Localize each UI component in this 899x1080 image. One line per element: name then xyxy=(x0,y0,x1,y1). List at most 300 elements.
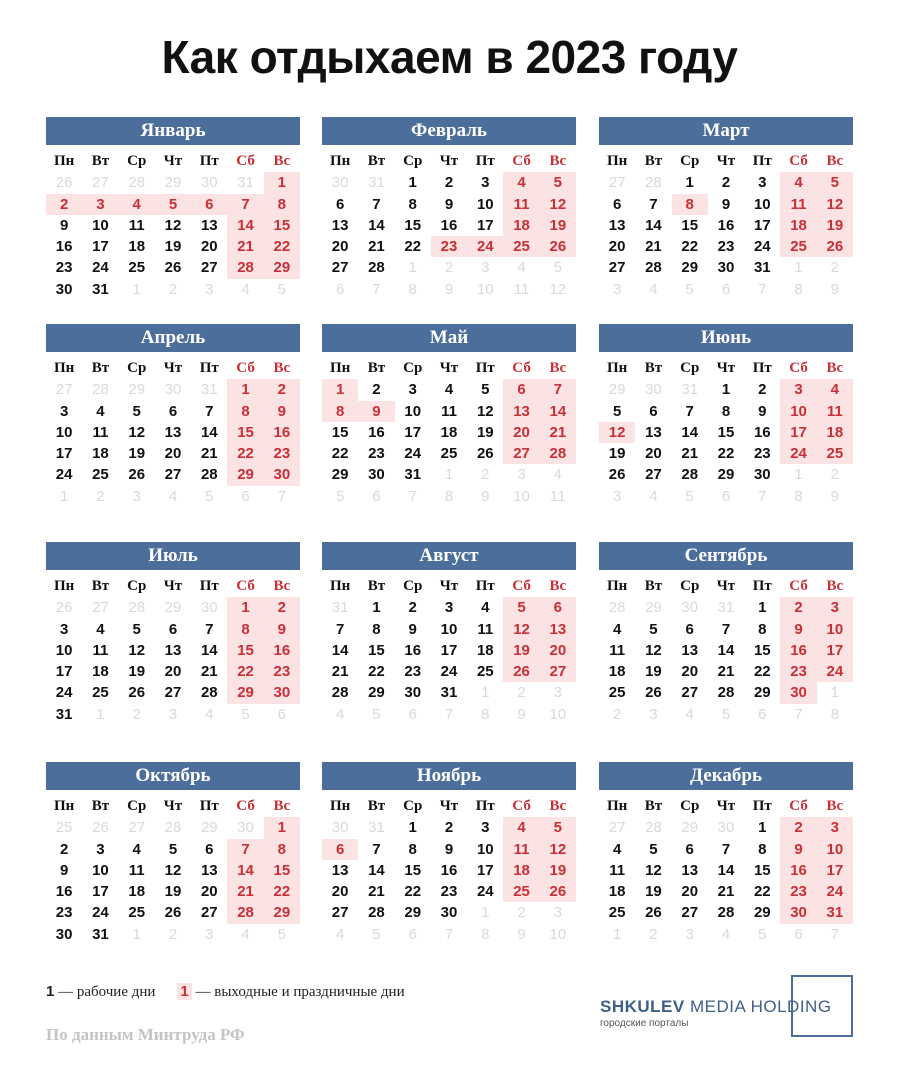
day-cell-workday: 7 xyxy=(372,840,381,858)
weekday-label: Ср xyxy=(403,360,423,376)
weekday-label: Пт xyxy=(752,153,772,169)
day-cell-other-month: 3 xyxy=(168,705,178,723)
day-cell-workday: 29 xyxy=(368,684,385,702)
month-header: Август xyxy=(322,542,576,570)
weekday-label: Вт xyxy=(367,798,386,814)
day-cell-other-month: 8 xyxy=(481,925,490,943)
day-cell-holiday: 26 xyxy=(540,236,576,257)
month-calendar xyxy=(322,117,576,300)
day-cell-workday: 15 xyxy=(404,861,422,879)
day-cell-workday: 10 xyxy=(55,423,73,441)
day-cell-holiday: 26 xyxy=(540,881,576,902)
day-cell-workday: 1 xyxy=(758,599,767,617)
day-cell-workday: 7 xyxy=(335,620,345,638)
weekday-label: Вс xyxy=(549,578,567,594)
day-cell-holiday: 6 xyxy=(322,839,358,860)
month-calendar xyxy=(599,542,853,725)
day-cell-workday: 18 xyxy=(128,883,146,901)
day-cell-workday: 28 xyxy=(331,684,349,702)
day-cell-other-month: 5 xyxy=(205,487,214,505)
weekday-label: Вс xyxy=(549,360,567,376)
day-cell-other-month: 1 xyxy=(612,925,622,943)
day-cell-other-month: 31 xyxy=(200,381,218,399)
brand-name xyxy=(600,997,832,1017)
day-cell-other-month: 5 xyxy=(277,925,287,943)
weekday-label: Чт xyxy=(163,798,183,814)
day-cell-workday: 2 xyxy=(408,599,417,617)
day-cell-other-month: 10 xyxy=(513,487,530,505)
day-cell-holiday: 8 xyxy=(264,194,300,215)
day-cell-workday: 3 xyxy=(408,381,417,399)
day-cell-holiday: 26 xyxy=(817,236,853,257)
day-cell-other-month: 8 xyxy=(481,705,490,723)
day-cell-other-month: 7 xyxy=(758,487,767,505)
month-days-grid xyxy=(46,151,300,300)
day-cell-other-month: 2 xyxy=(517,684,526,702)
day-cell-other-month: 4 xyxy=(241,280,250,298)
day-cell-workday: 15 xyxy=(753,641,771,659)
day-cell-holiday: 5 xyxy=(540,817,576,838)
weekday-label: Вс xyxy=(549,798,567,814)
day-cell-workday: 31 xyxy=(440,684,458,702)
day-cell-workday: 17 xyxy=(404,423,422,441)
weekday-label: Пт xyxy=(475,153,495,169)
day-cell-other-month: 29 xyxy=(200,819,218,837)
day-cell-workday: 5 xyxy=(481,381,490,399)
day-cell-holiday: 28 xyxy=(227,902,263,923)
month-calendar xyxy=(599,762,853,945)
brand-name-rest: MEDIA HOLDING xyxy=(684,997,832,1016)
month-days-grid xyxy=(322,151,576,300)
day-cell-workday: 11 xyxy=(128,861,145,879)
day-cell-other-month: 5 xyxy=(335,487,345,505)
day-cell-holiday: 18 xyxy=(817,422,853,443)
weekday-label: Чт xyxy=(716,798,736,814)
weekday-label: Сб xyxy=(236,578,255,594)
day-cell-workday: 23 xyxy=(55,259,73,277)
day-cell-other-month: 8 xyxy=(830,705,840,723)
month-days-grid xyxy=(599,151,853,300)
weekday-label: Сб xyxy=(512,153,531,169)
day-cell-other-month: 4 xyxy=(721,925,731,943)
day-cell-workday: 25 xyxy=(92,684,109,702)
weekday-label: Ср xyxy=(403,578,423,594)
day-cell-holiday: 5 xyxy=(503,597,539,618)
day-cell-other-month: 30 xyxy=(200,174,218,192)
weekday-label: Сб xyxy=(789,153,808,169)
day-cell-workday: 20 xyxy=(645,445,662,463)
month-days-grid xyxy=(322,796,576,945)
day-cell-workday: 21 xyxy=(200,663,218,681)
day-cell-workday: 1 xyxy=(721,381,731,399)
day-cell-workday: 21 xyxy=(368,883,385,901)
day-cell-workday: 11 xyxy=(609,861,626,879)
day-cell-workday: 7 xyxy=(205,402,214,420)
legend-work xyxy=(46,983,155,1001)
legend-work-sample: 1 xyxy=(46,983,55,1000)
day-cell-workday: 28 xyxy=(717,684,735,702)
day-cell-workday: 27 xyxy=(645,466,662,484)
day-cell-workday: 19 xyxy=(164,238,182,256)
day-cell-other-month: 9 xyxy=(830,280,840,298)
weekday-label: Ср xyxy=(127,153,147,169)
day-cell-workday: 15 xyxy=(717,423,735,441)
month-days-grid xyxy=(599,358,853,507)
day-cell-workday: 3 xyxy=(758,174,767,192)
day-cell-workday: 26 xyxy=(608,466,626,484)
day-cell-workday: 17 xyxy=(92,883,109,901)
weekday-label: Ср xyxy=(403,153,423,169)
day-cell-holiday: 2 xyxy=(264,597,300,618)
day-cell-workday: 2 xyxy=(444,819,454,837)
month-header: Ноябрь xyxy=(322,762,576,790)
day-cell-workday: 10 xyxy=(92,216,109,234)
day-cell-workday: 14 xyxy=(681,423,699,441)
weekday-label: Вс xyxy=(273,798,291,814)
weekday-label: Ср xyxy=(127,578,147,594)
weekday-label: Чт xyxy=(163,360,183,376)
day-cell-holiday: 13 xyxy=(540,619,576,640)
day-cell-other-month: 10 xyxy=(476,280,494,298)
day-cell-workday: 9 xyxy=(444,840,454,858)
day-cell-holiday: 20 xyxy=(540,640,576,661)
day-cell-other-month: 4 xyxy=(335,925,345,943)
day-cell-workday: 31 xyxy=(404,466,422,484)
day-cell-workday: 6 xyxy=(685,840,694,858)
day-cell-holiday: 18 xyxy=(503,860,539,881)
day-cell-workday: 19 xyxy=(128,663,146,681)
day-cell-other-month: 7 xyxy=(372,280,381,298)
weekday-label: Пт xyxy=(752,578,772,594)
day-cell-other-month: 30 xyxy=(237,819,254,837)
day-cell-other-month: 30 xyxy=(645,381,662,399)
legend-holiday-label: — выходные и праздничные дни xyxy=(195,984,405,1000)
day-cell-other-month: 29 xyxy=(608,381,626,399)
day-cell-workday: 15 xyxy=(368,641,385,659)
day-cell-holiday: 3 xyxy=(817,817,853,838)
day-cell-workday: 27 xyxy=(164,466,182,484)
weekday-label: Сб xyxy=(789,798,808,814)
day-cell-workday: 20 xyxy=(608,238,626,256)
day-cell-holiday: 22 xyxy=(227,443,263,464)
day-cell-holiday: 24 xyxy=(817,881,853,902)
day-cell-workday: 27 xyxy=(681,904,699,922)
day-cell-workday: 22 xyxy=(368,663,385,681)
weekday-label: Вт xyxy=(644,798,663,814)
day-cell-workday: 9 xyxy=(721,195,731,213)
day-cell-other-month: 4 xyxy=(241,925,250,943)
day-cell-workday: 19 xyxy=(164,883,182,901)
day-cell-workday: 25 xyxy=(608,684,626,702)
day-cell-holiday: 4 xyxy=(503,817,539,838)
day-cell-other-month: 31 xyxy=(237,174,254,192)
day-cell-workday: 13 xyxy=(164,423,182,441)
month-header: Май xyxy=(322,324,576,352)
weekday-label: Сб xyxy=(236,798,255,814)
day-cell-holiday: 5 xyxy=(155,194,191,215)
day-cell-other-month: 8 xyxy=(444,487,454,505)
day-cell-workday: 25 xyxy=(440,445,458,463)
day-cell-other-month: 1 xyxy=(444,466,454,484)
day-cell-other-month: 27 xyxy=(608,174,626,192)
day-cell-holiday: 14 xyxy=(227,215,263,236)
day-cell-workday: 3 xyxy=(481,174,490,192)
day-cell-workday: 13 xyxy=(331,861,349,879)
month-header: Март xyxy=(599,117,853,145)
day-cell-workday: 14 xyxy=(331,641,349,659)
day-cell-workday: 10 xyxy=(55,641,73,659)
day-cell-workday: 19 xyxy=(476,423,494,441)
day-cell-workday: 24 xyxy=(753,238,771,256)
day-cell-other-month: 5 xyxy=(372,925,381,943)
day-cell-workday: 21 xyxy=(681,445,699,463)
day-cell-workday: 18 xyxy=(608,663,626,681)
brand-subtitle: городские порталы xyxy=(600,1018,689,1029)
month-calendar xyxy=(599,117,853,300)
weekday-label: Вт xyxy=(367,153,386,169)
day-cell-holiday: 1 xyxy=(227,379,263,400)
day-cell-other-month: 2 xyxy=(168,925,178,943)
day-cell-other-month: 2 xyxy=(649,925,658,943)
day-cell-other-month: 3 xyxy=(553,684,563,702)
day-cell-other-month: 9 xyxy=(517,925,526,943)
month-days-grid xyxy=(599,796,853,945)
day-cell-workday: 24 xyxy=(55,466,73,484)
day-cell-workday: 4 xyxy=(96,402,105,420)
day-cell-workday: 1 xyxy=(408,819,417,837)
day-cell-workday: 29 xyxy=(753,684,771,702)
day-cell-workday: 11 xyxy=(477,620,494,638)
day-cell-workday: 12 xyxy=(476,402,494,420)
day-cell-holiday: 22 xyxy=(264,236,300,257)
day-cell-workday: 30 xyxy=(55,925,73,943)
day-cell-workday: 30 xyxy=(55,280,73,298)
weekday-label: Вс xyxy=(826,578,844,594)
day-cell-holiday: 2 xyxy=(46,194,82,215)
day-cell-other-month: 26 xyxy=(55,599,73,617)
day-cell-workday: 14 xyxy=(368,216,385,234)
day-cell-workday: 15 xyxy=(753,861,771,879)
day-cell-workday: 6 xyxy=(649,402,658,420)
weekday-label: Ср xyxy=(403,798,423,814)
day-cell-other-month: 1 xyxy=(59,487,69,505)
day-cell-workday: 28 xyxy=(681,466,699,484)
day-cell-workday: 18 xyxy=(92,663,109,681)
day-cell-workday: 7 xyxy=(205,620,214,638)
day-cell-holiday: 16 xyxy=(780,640,816,661)
day-cell-holiday: 21 xyxy=(227,881,263,902)
day-cell-other-month: 7 xyxy=(408,487,417,505)
day-cell-other-month: 27 xyxy=(608,819,626,837)
weekday-label: Чт xyxy=(716,153,736,169)
day-cell-holiday: 18 xyxy=(780,215,816,236)
day-cell-holiday: 26 xyxy=(503,661,539,682)
day-cell-workday: 22 xyxy=(331,445,349,463)
day-cell-workday: 27 xyxy=(200,259,218,277)
day-cell-workday: 25 xyxy=(608,904,626,922)
weekday-label: Вт xyxy=(91,153,110,169)
day-cell-holiday: 9 xyxy=(264,619,300,640)
day-cell-holiday: 7 xyxy=(227,839,263,860)
month-calendar xyxy=(322,542,576,725)
day-cell-workday: 16 xyxy=(368,423,385,441)
day-cell-workday: 2 xyxy=(721,174,731,192)
day-cell-other-month: 6 xyxy=(721,487,731,505)
day-cell-holiday: 29 xyxy=(227,682,263,703)
day-cell-workday: 29 xyxy=(717,466,735,484)
day-cell-holiday: 24 xyxy=(780,443,816,464)
day-cell-holiday: 10 xyxy=(780,401,816,422)
day-cell-other-month: 10 xyxy=(549,925,567,943)
day-cell-workday: 14 xyxy=(717,641,735,659)
day-cell-workday: 27 xyxy=(331,904,349,922)
weekday-label: Пт xyxy=(475,578,495,594)
day-cell-other-month: 5 xyxy=(758,925,767,943)
day-cell-other-month: 1 xyxy=(132,925,141,943)
day-cell-other-month: 29 xyxy=(164,174,182,192)
day-cell-workday: 20 xyxy=(331,238,349,256)
day-cell-workday: 5 xyxy=(649,840,658,858)
day-cell-workday: 19 xyxy=(645,883,662,901)
day-cell-holiday: 16 xyxy=(780,860,816,881)
weekday-label: Чт xyxy=(439,578,459,594)
day-cell-workday: 19 xyxy=(645,663,662,681)
day-cell-holiday: 3 xyxy=(817,597,853,618)
day-cell-other-month: 2 xyxy=(830,466,840,484)
day-cell-workday: 12 xyxy=(164,216,182,234)
day-cell-workday: 16 xyxy=(753,423,771,441)
day-cell-holiday: 17 xyxy=(817,640,853,661)
day-cell-workday: 5 xyxy=(132,620,141,638)
day-cell-holiday: 29 xyxy=(264,902,300,923)
day-cell-workday: 11 xyxy=(609,641,626,659)
day-cell-workday: 27 xyxy=(164,684,182,702)
day-cell-holiday: 25 xyxy=(503,236,539,257)
day-cell-workday: 18 xyxy=(128,238,146,256)
day-cell-other-month: 3 xyxy=(517,466,526,484)
day-cell-other-month: 9 xyxy=(444,280,454,298)
day-cell-other-month: 3 xyxy=(205,280,214,298)
day-cell-holiday: 19 xyxy=(540,215,576,236)
day-cell-workday: 9 xyxy=(408,620,417,638)
day-cell-holiday: 8 xyxy=(227,619,263,640)
day-cell-other-month: 26 xyxy=(55,174,73,192)
weekday-label: Ср xyxy=(127,798,147,814)
weekday-label: Вт xyxy=(367,360,386,376)
day-cell-holiday: 29 xyxy=(227,464,263,485)
day-cell-workday: 18 xyxy=(476,641,494,659)
weekday-label: Вт xyxy=(91,578,110,594)
month-days-grid xyxy=(46,358,300,507)
day-cell-other-month: 11 xyxy=(550,487,566,505)
day-cell-workday: 9 xyxy=(59,216,69,234)
weekday-label: Пт xyxy=(199,360,219,376)
weekday-label: Пн xyxy=(606,153,628,169)
day-cell-workday: 7 xyxy=(649,195,658,213)
day-cell-workday: 21 xyxy=(717,883,735,901)
day-cell-holiday: 30 xyxy=(264,682,300,703)
day-cell-holiday: 11 xyxy=(780,194,816,215)
month-header: Апрель xyxy=(46,324,300,352)
day-cell-workday: 7 xyxy=(721,620,731,638)
weekday-label: Пн xyxy=(53,153,75,169)
day-cell-other-month: 27 xyxy=(92,599,109,617)
day-cell-holiday: 25 xyxy=(503,881,539,902)
day-cell-workday: 9 xyxy=(444,195,454,213)
day-cell-workday: 16 xyxy=(55,238,73,256)
day-cell-workday: 29 xyxy=(753,904,771,922)
day-cell-other-month: 5 xyxy=(553,259,563,277)
day-cell-holiday: 12 xyxy=(599,422,635,443)
day-cell-holiday: 19 xyxy=(503,640,539,661)
day-cell-workday: 30 xyxy=(753,466,771,484)
weekday-label: Пн xyxy=(53,798,75,814)
day-cell-other-month: 3 xyxy=(205,925,214,943)
day-cell-holiday: 17 xyxy=(817,860,853,881)
day-cell-workday: 21 xyxy=(331,663,349,681)
day-cell-workday: 22 xyxy=(717,445,735,463)
day-cell-other-month: 28 xyxy=(92,381,109,399)
weekday-label: Пн xyxy=(329,798,351,814)
weekday-label: Сб xyxy=(512,798,531,814)
day-cell-workday: 5 xyxy=(649,620,658,638)
day-cell-workday: 2 xyxy=(444,174,454,192)
day-cell-workday: 13 xyxy=(608,216,626,234)
day-cell-workday: 17 xyxy=(476,216,494,234)
day-cell-holiday: 19 xyxy=(817,215,853,236)
day-cell-holiday: 24 xyxy=(817,661,853,682)
day-cell-other-month: 1 xyxy=(481,904,490,922)
day-cell-workday: 18 xyxy=(92,445,109,463)
day-cell-other-month: 29 xyxy=(164,599,182,617)
day-cell-workday: 6 xyxy=(168,620,178,638)
day-cell-workday: 11 xyxy=(92,641,109,659)
day-cell-workday: 27 xyxy=(200,904,218,922)
day-cell-workday: 13 xyxy=(164,641,182,659)
day-cell-other-month: 2 xyxy=(517,904,526,922)
day-cell-holiday: 9 xyxy=(264,401,300,422)
weekday-label: Пт xyxy=(475,360,495,376)
day-cell-workday: 16 xyxy=(717,216,735,234)
day-cell-holiday: 29 xyxy=(264,257,300,278)
day-cell-workday: 18 xyxy=(440,423,458,441)
day-cell-workday: 28 xyxy=(200,466,218,484)
day-cell-other-month: 3 xyxy=(481,259,490,277)
day-cell-other-month: 6 xyxy=(277,705,287,723)
day-cell-holiday: 12 xyxy=(540,839,576,860)
day-cell-workday: 4 xyxy=(481,599,490,617)
day-cell-workday: 1 xyxy=(758,819,767,837)
day-cell-workday: 6 xyxy=(335,195,345,213)
day-cell-other-month: 2 xyxy=(612,705,622,723)
day-cell-workday: 12 xyxy=(645,641,662,659)
month-header: Июль xyxy=(46,542,300,570)
day-cell-other-month: 8 xyxy=(794,280,803,298)
day-cell-workday: 8 xyxy=(408,195,417,213)
day-cell-workday: 23 xyxy=(717,238,735,256)
day-cell-holiday: 28 xyxy=(540,443,576,464)
day-cell-holiday: 8 xyxy=(227,401,263,422)
day-cell-workday: 16 xyxy=(440,216,458,234)
day-cell-workday: 4 xyxy=(612,840,622,858)
day-cell-other-month: 5 xyxy=(277,280,287,298)
day-cell-workday: 24 xyxy=(404,445,422,463)
day-cell-workday: 26 xyxy=(128,684,146,702)
day-cell-other-month: 28 xyxy=(645,174,662,192)
day-cell-other-month: 6 xyxy=(372,487,381,505)
day-cell-workday: 8 xyxy=(758,620,767,638)
day-cell-holiday: 8 xyxy=(264,839,300,860)
